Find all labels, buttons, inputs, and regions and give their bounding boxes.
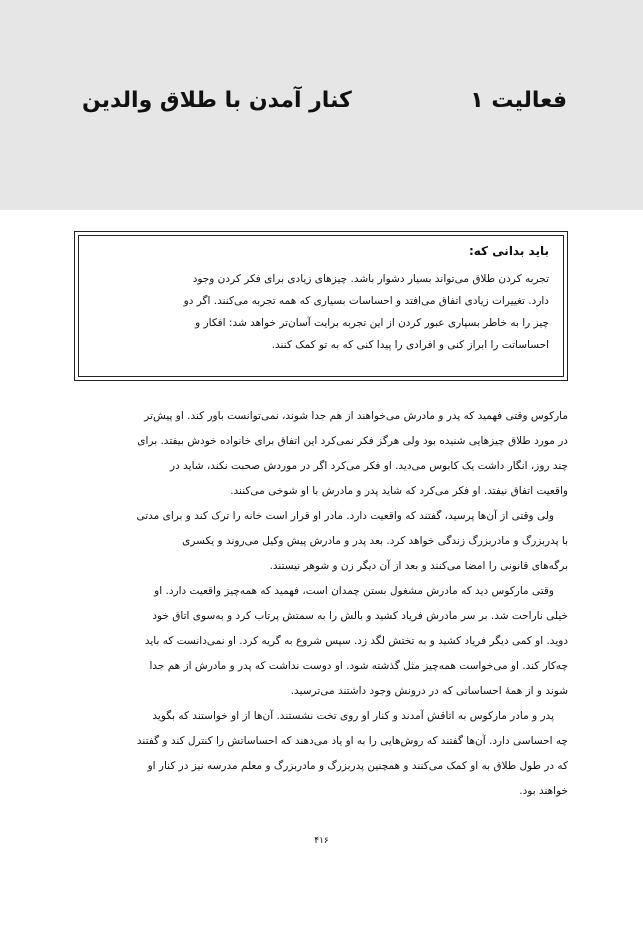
body-line: چه‌کار کند. او می‌خواست همه‌چیز مثل گذشته شود. او دوست نداشت که پدر و مادرش از هم جدا (149, 660, 568, 672)
body-line: با پدربزرگ و مادربزرگ زندگی خواهد کرد. بعد پدر و مادرش پیش وکیل می‌روند و یکسری (182, 535, 568, 547)
chapter-title-row (0, 88, 643, 128)
info-box (74, 231, 568, 381)
info-box-line: تجربه کردن طلاق می‌تواند بسیار دشوار باشد. چیزهای زیادی برای فکر کردن وجود (192, 273, 549, 285)
body-line: در مورد طلاق چیزهایی شنیده بود ولی هرگز فکر نمی‌کرد این اتفاق برای خانواده خودش بیفتد. برای (137, 435, 568, 447)
info-box-line: چیز را به خاطر بسپاری عبور کردن از این تجربه برایت آسان‌تر خواهد شد: افکار و (195, 317, 549, 329)
body-line: که در طول طلاق به او کمک می‌کنند و همچنین پدربزرگ و مادربزرگ و معلم مدرسه نیز در کنار او (147, 760, 568, 772)
page-number: ۴۱۶ (314, 836, 329, 846)
chapter-title: کنار آمدن با طلاق والدین (82, 88, 352, 113)
body-line: خیلی ناراحت شد. بر سر مادرش فریاد کشید و بالش را به سمتش پرتاب کرد و به‌سوی اتاق خود (152, 610, 568, 622)
body-line: خواهند بود. (519, 785, 568, 797)
body-line: چه احساسی دارد. آن‌ها گفتند که روش‌هایی را به او یاد می‌دهند که احساساتش را کنترل کند و گفتند (136, 735, 568, 747)
body-line: ولی وقتی از آن‌ها پرسید، گفتند که واقعیت دارد. مادر او قرار است خانه را ترک کند و برای مدتی (136, 510, 554, 522)
body-line: وقتی مارکوس دید که مادرش مشغول بستن چمدان است، فهمید که همه‌چیز واقعیت دارد. او (154, 585, 554, 597)
body-line: شوند و از همهٔ احساساتی که در درونش وجود داشتند می‌ترسید. (290, 685, 568, 697)
body-text (73, 404, 568, 804)
info-box-line: دارد. تغییرات زیادی اتفاق می‌افتد و احساسات بسیاری که همه تجربه می‌کنند. اگر دو (183, 295, 549, 307)
body-line: دوید. او کمی دیگر فریاد کشید و به تختش لگد زد. سپس شروع به گریه کرد. او نمی‌دانست که باید (144, 635, 568, 647)
body-line: چند روز، انگار داشت یک کابوس می‌دید. او فکر می‌کرد اگر در موردش صحبت نکند، شاید در (170, 460, 568, 472)
info-box-heading: باید بدانی که: (468, 244, 549, 258)
info-box-inner (78, 235, 564, 377)
body-line: مارکوس وقتی فهمید که پدر و مادرش می‌خواهند از هم جدا شوند، نمی‌توانست باور کند. او پیش‌تر (144, 410, 568, 422)
info-box-line: احساساتت را ابراز کنی و افرادی را پیدا کنی که به تو کمک کنند. (271, 339, 549, 351)
body-line: واقعیت اتفاق نیفتد. او فکر می‌کرد که شاید پدر و مادرش با او شوخی می‌کنند. (230, 485, 568, 497)
body-line: برگه‌های قانونی را امضا می‌کنند و بعد از آن دیگر زن و شوهر نیستند. (269, 560, 568, 572)
activity-label: فعالیت ۱ (470, 88, 567, 113)
body-line: پدر و مادر مارکوس به اتاقش آمدند و کنار او روی تخت نشستند. آن‌ها از او خواستند که بگوید (152, 710, 554, 722)
